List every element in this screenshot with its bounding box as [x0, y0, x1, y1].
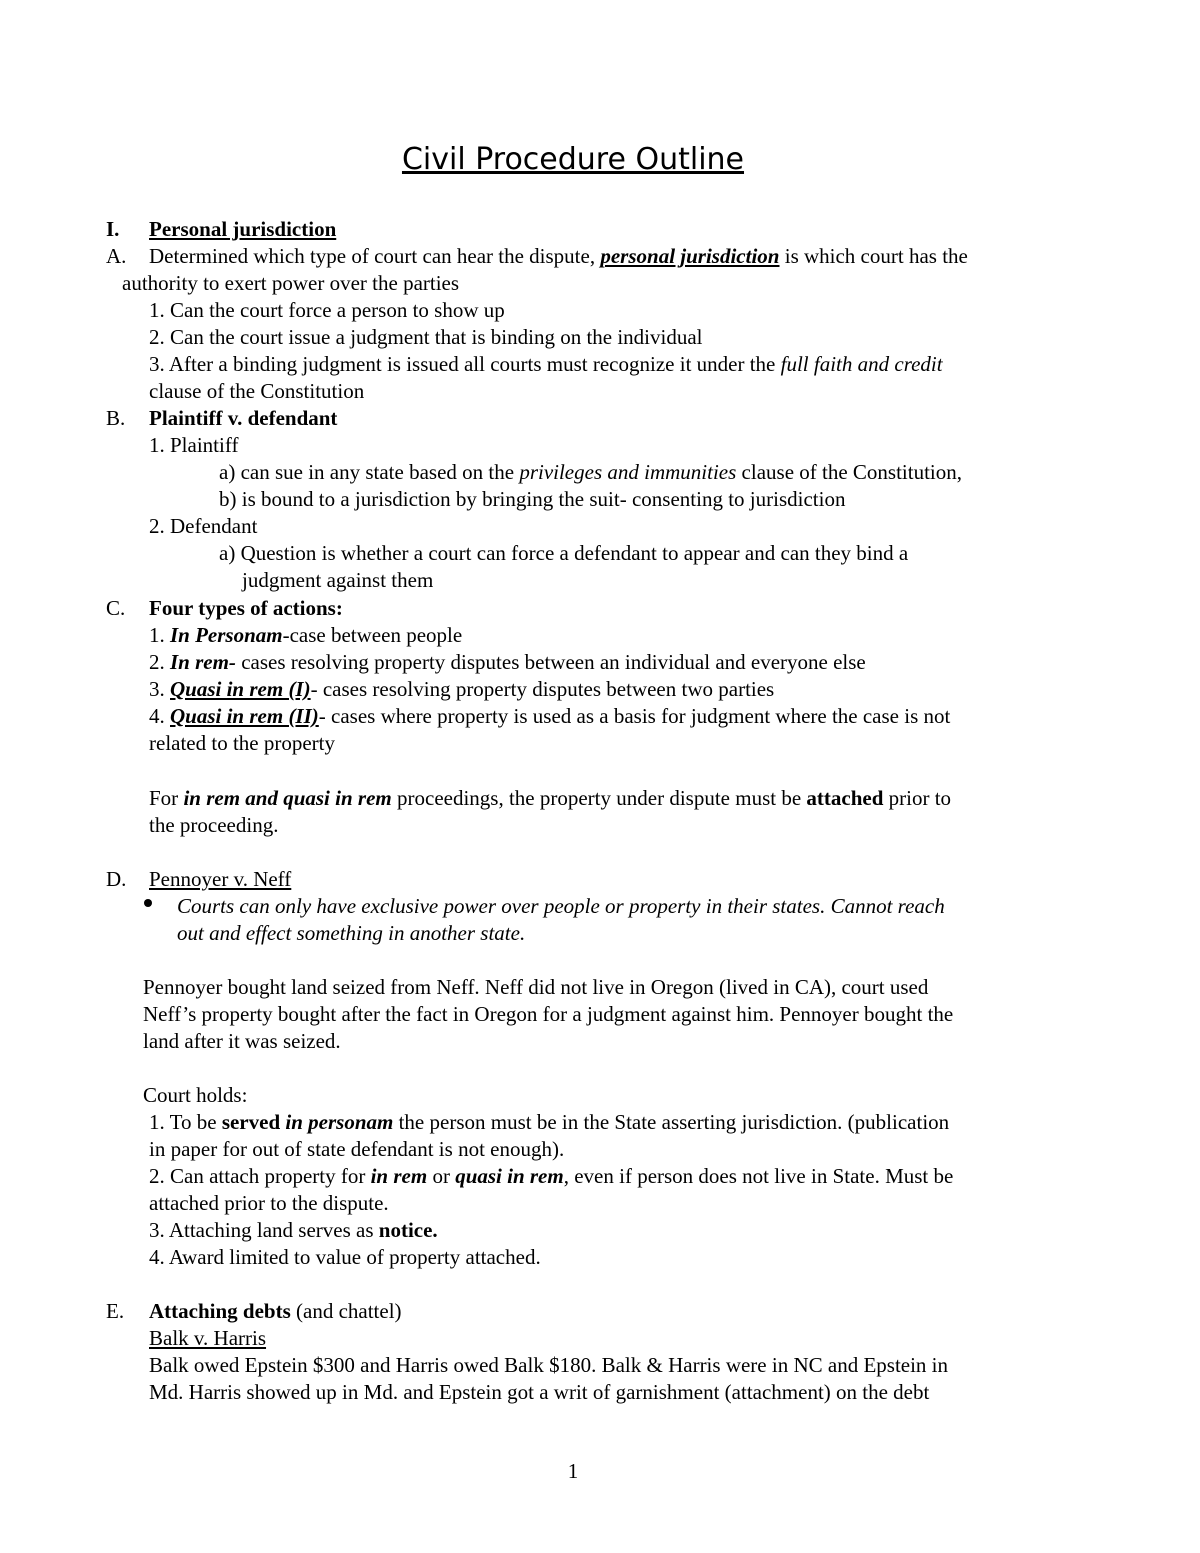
item-d-bullet-2: out and effect something in another state. — [177, 921, 526, 945]
item-d-hold-1-text: 1. To be — [149, 1110, 217, 1134]
item-d-holds: Court holds: — [143, 1083, 248, 1107]
item-d-hold-2-or: or — [432, 1164, 450, 1188]
item-b-heading: Plaintiff v. defendant — [149, 406, 338, 430]
item-c-3-term: Quasi in rem (I) — [170, 677, 311, 701]
item-c-4-text: - cases where property is used as a basis for judgment where the case is not — [318, 704, 951, 728]
page-number: 1 — [567, 1459, 579, 1483]
item-d-facts-3: land after it was seized. — [143, 1029, 341, 1053]
item-c-2 — [149, 649, 866, 676]
item-c-note-2: proceedings, the property under dispute must be — [397, 786, 802, 810]
item-c-3 — [149, 676, 774, 703]
item-b-defendant-a: a) Question is whether a court can force a defendant to appear and can they bind a — [219, 541, 909, 565]
item-b-plaintiff-a-end: clause of the Constitution, — [741, 460, 963, 484]
item-a-text-end: is which court has the — [784, 244, 968, 268]
item-c-1-text: -case between people — [282, 623, 463, 647]
item-c-4-num: 4. — [149, 704, 165, 728]
item-b-plaintiff-a-text: a) can sue in any state based on the — [219, 460, 515, 484]
item-c-note-term: in rem and quasi in rem — [183, 786, 392, 810]
item-d-hold-2-term-2: quasi in rem — [455, 1164, 564, 1188]
item-a-sub-2: 2. Can the court issue a judgment that is binding on the individual — [149, 325, 703, 349]
item-d-hold-3-notice: notice. — [378, 1218, 438, 1242]
item-c-1-term: In Personam — [170, 623, 283, 647]
item-a-sub-1: 1. Can the court force a person to show up — [149, 298, 505, 322]
item-c-note-3: prior to — [888, 786, 952, 810]
item-d-hold-2 — [149, 1163, 953, 1190]
item-c-note-cont: the proceeding. — [149, 813, 279, 837]
section-number: I. — [106, 217, 120, 241]
item-c-heading: Four types of actions: — [149, 596, 343, 620]
item-a-sub-3-term: full faith and credit — [780, 352, 943, 376]
item-e-heading: Attaching debts — [149, 1299, 291, 1323]
item-c-3-num: 3. — [149, 677, 165, 701]
item-d-hold-3 — [149, 1217, 438, 1244]
item-d-hold-2-term-1: in rem — [370, 1164, 428, 1188]
item-c-1 — [149, 622, 462, 649]
item-d-hold-1-served: served — [221, 1110, 281, 1134]
item-a-line-2: authority to exert power over the parties — [122, 271, 460, 295]
item-c-2-num: 2. — [149, 650, 165, 674]
item-letter-e: E. — [106, 1299, 125, 1323]
item-a-term: personal jurisdiction — [600, 244, 780, 268]
item-c-3-text: - cases resolving property disputes between two parties — [310, 677, 775, 701]
item-d-hold-2-text: 2. Can attach property for — [149, 1164, 366, 1188]
item-d-hold-3-text: 3. Attaching land serves as — [149, 1218, 374, 1242]
item-letter-c: C. — [106, 596, 126, 620]
item-b-plaintiff: 1. Plaintiff — [149, 433, 239, 457]
item-letter-d: D. — [106, 867, 127, 891]
item-c-note-1: For — [149, 786, 179, 810]
item-b-plaintiff-a — [219, 459, 962, 486]
item-c-4 — [149, 703, 950, 730]
item-letter-a: A. — [106, 244, 127, 268]
item-d-hold-1 — [149, 1109, 949, 1136]
item-e-heading-line — [149, 1298, 402, 1325]
item-c-4-term: Quasi in rem (II) — [170, 704, 319, 728]
item-a-sub-3 — [149, 351, 943, 378]
item-d-hold-2-cont: attached prior to the dispute. — [149, 1191, 389, 1215]
item-d-bullet-1: Courts can only have exclusive power over people or property in their states. Cannot reach — [177, 894, 945, 918]
item-c-note — [149, 785, 951, 812]
item-d-hold-1-term: in personam — [285, 1110, 394, 1134]
item-a-sub-3-text: 3. After a binding judgment is issued all courts must recognize it under the — [149, 352, 776, 376]
item-d-hold-4: 4. Award limited to value of property attached. — [149, 1245, 541, 1269]
item-b-defendant: 2. Defendant — [149, 514, 258, 538]
item-a-sub-3-cont: clause of the Constitution — [149, 379, 365, 403]
section-heading: Personal jurisdiction — [149, 217, 337, 241]
item-d-hold-2-end: , even if person does not live in State. Must be — [563, 1164, 954, 1188]
item-b-plaintiff-a-term: privileges and immunities — [519, 460, 737, 484]
item-a-text: Determined which type of court can hear the dispute, — [149, 244, 596, 268]
item-b-defendant-a-cont: judgment against them — [242, 568, 434, 592]
item-b-plaintiff-b: b) is bound to a jurisdiction by bringing the suit- consenting to jurisdiction — [219, 487, 846, 511]
item-c-4-cont: related to the property — [149, 731, 336, 755]
item-e-line-2: Md. Harris showed up in Md. and Epstein got a writ of garnishment (attachment) on the debt — [149, 1380, 930, 1404]
item-letter-b: B. — [106, 406, 126, 430]
item-d-facts-1: Pennoyer bought land seized from Neff. Neff did not live in Oregon (lived in CA), court used — [143, 975, 929, 999]
item-c-2-term: In rem- — [170, 650, 236, 674]
item-e-case: Balk v. Harris — [149, 1326, 267, 1350]
item-d-case: Pennoyer v. Neff — [149, 867, 292, 891]
item-e-line-1: Balk owed Epstein $300 and Harris owed Balk $180. Balk & Harris were in NC and Epstein in — [149, 1353, 949, 1377]
item-d-hold-1-cont: in paper for out of state defendant is not enough). — [149, 1137, 565, 1161]
item-e-heading-rest: (and chattel) — [296, 1299, 402, 1323]
item-c-1-num: 1. — [149, 623, 165, 647]
item-c-note-attached: attached — [806, 786, 884, 810]
bullet-icon — [144, 899, 152, 907]
item-d-facts-2: Neff’s property bought after the fact in Oregon for a judgment against him. Pennoyer bought the — [143, 1002, 954, 1026]
item-a-line-1 — [149, 243, 968, 270]
page-title: Civil Procedure Outline — [401, 142, 745, 177]
item-d-hold-1-end: the person must be in the State asserting jurisdiction. (publication — [398, 1110, 950, 1134]
item-c-2-text: cases resolving property disputes between an individual and everyone else — [241, 650, 866, 674]
